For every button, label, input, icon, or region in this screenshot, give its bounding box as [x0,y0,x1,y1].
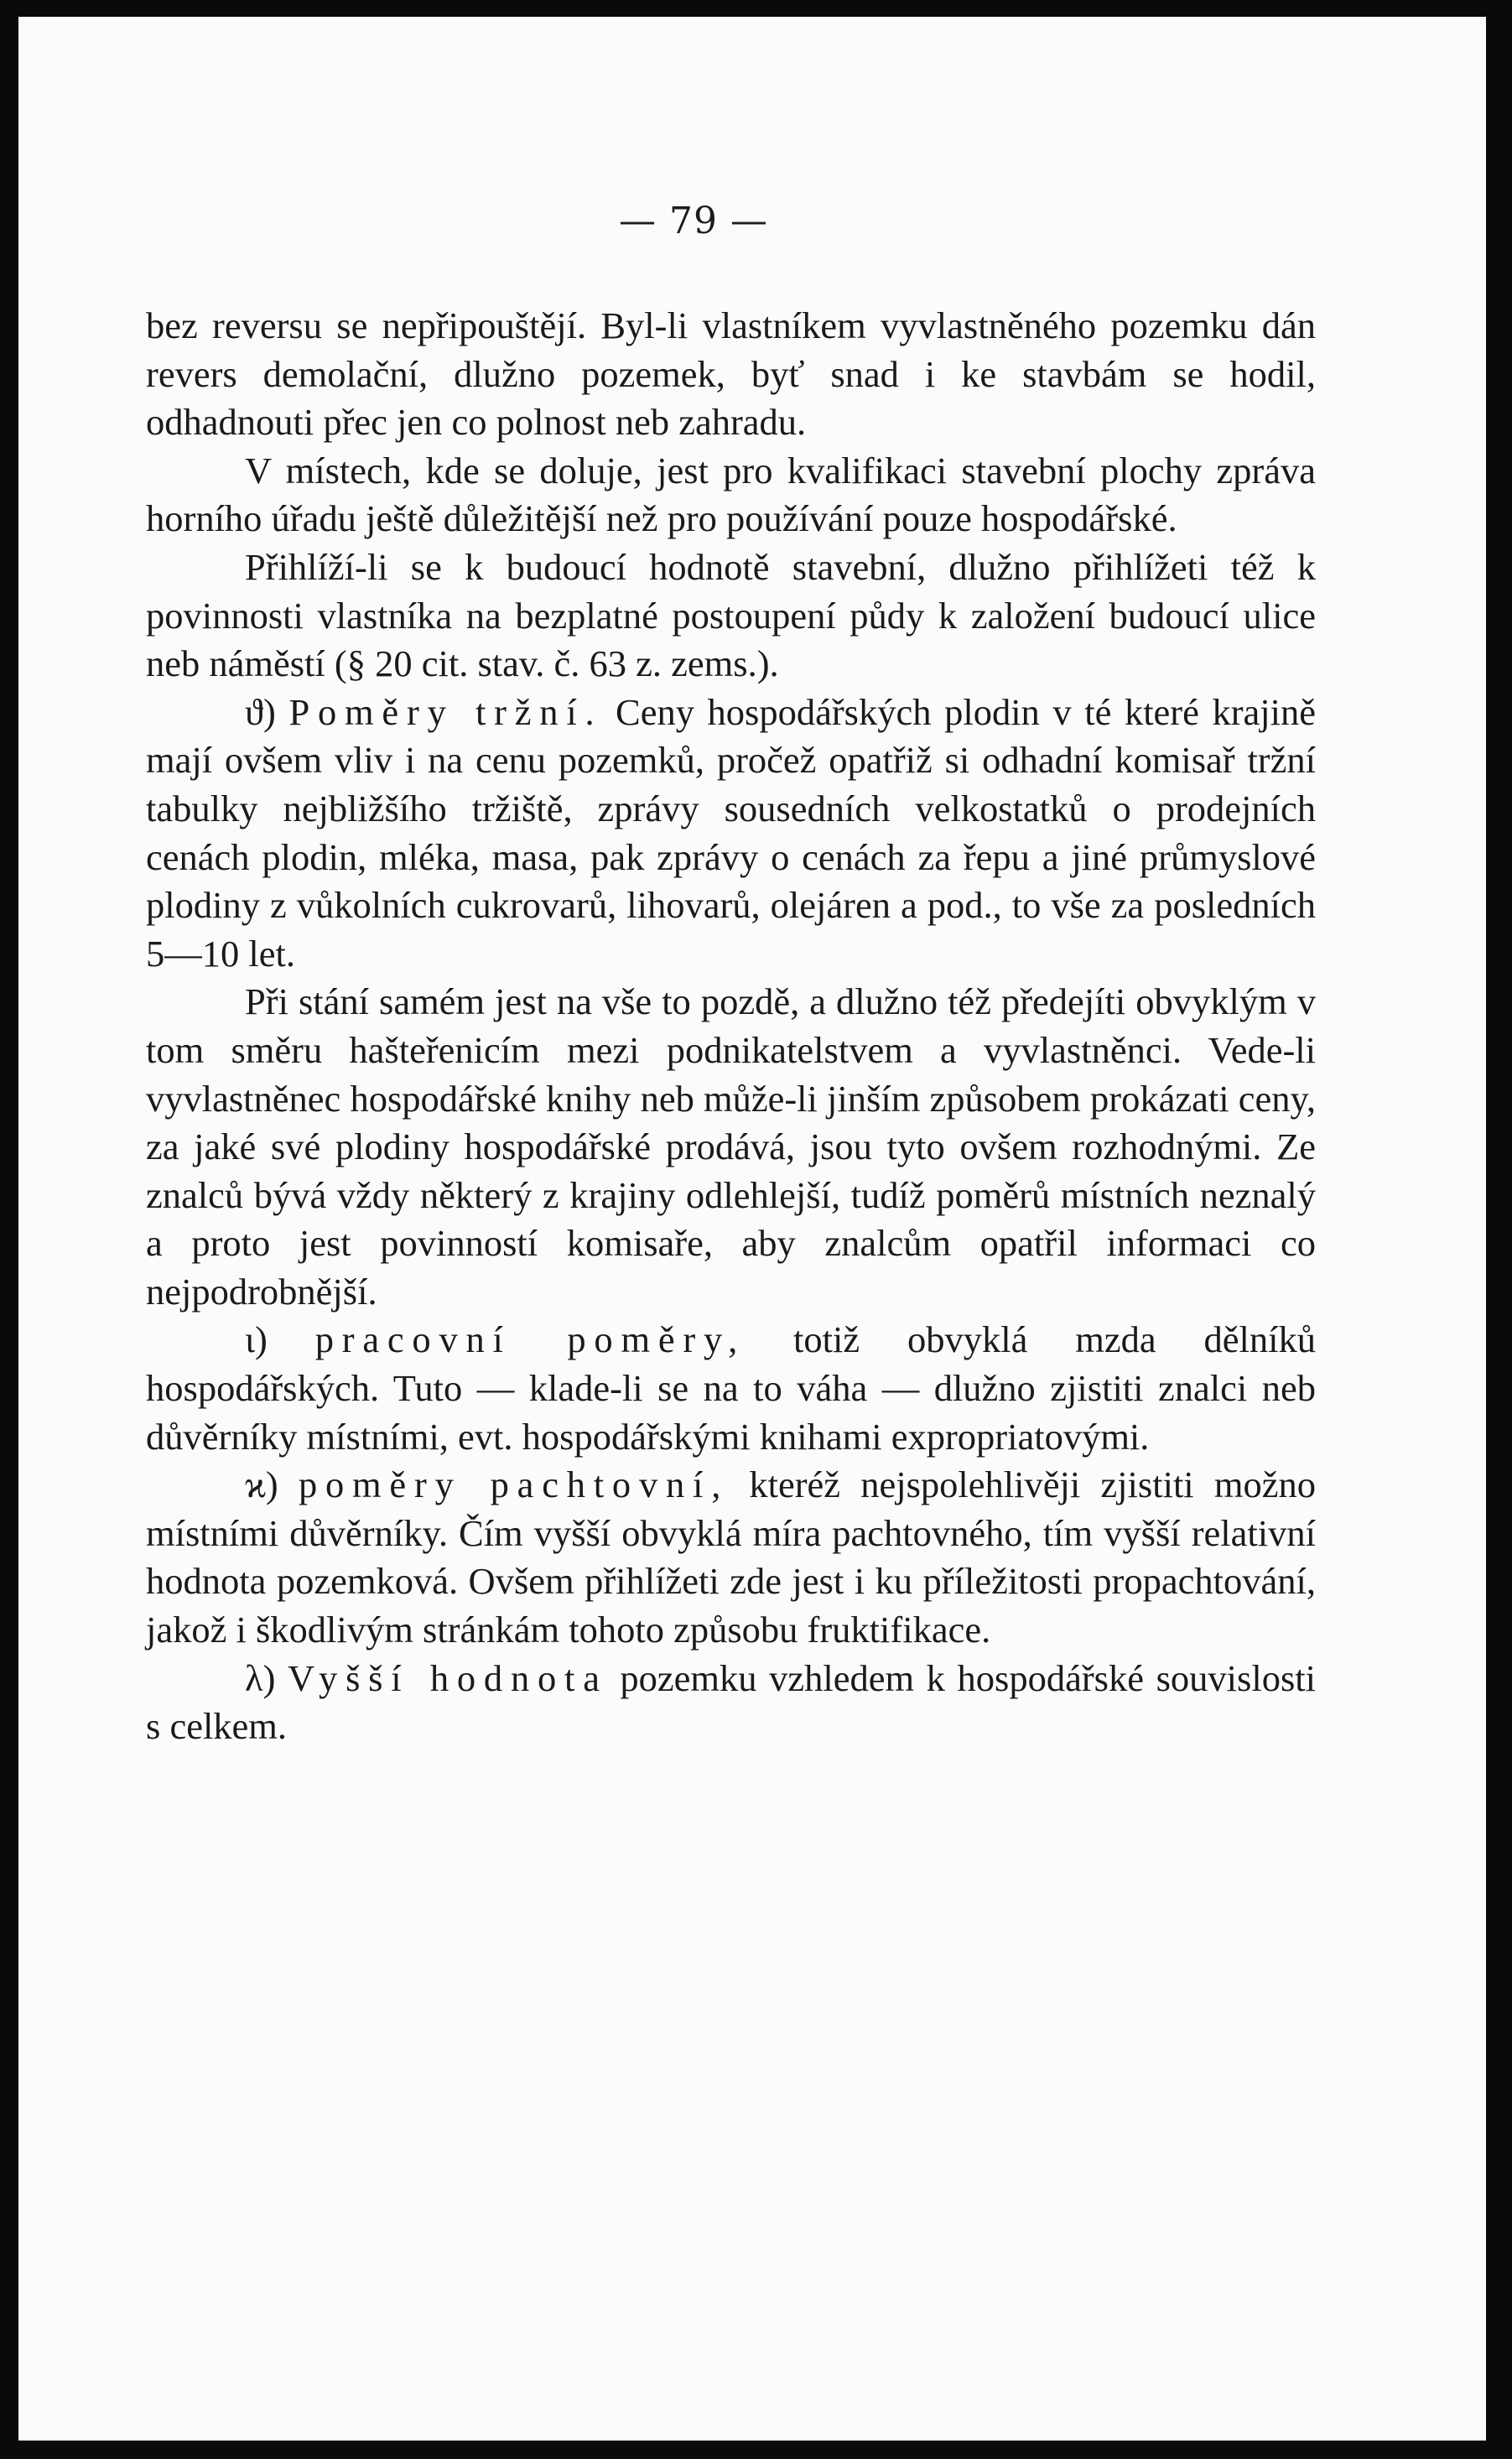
paragraph: bez reversu se nepřipouštějí. Byl-li vlastníkem vyvlastněného pozemku dán revers demolační, dlužno pozemek, byť snad i ke stavbám se hodil, odhadnouti přec jen co polnost neb zahradu. [146,304,1316,444]
section-heading: pracovní poměry, [314,1318,746,1361]
section-heading: Poměry tržní. [288,690,603,733]
section-text: Ceny hospodářských plodin v té které krajině mají ovšem vliv i na cenu pozemků, pročež opatřiž si odhadní komisař tržní tabulky nejbližšího tržiště, zprávy sousedních velkostatků o prodejních cenách plodin, mléka, masa, pak zprávy o cenách za řepu a jiné průmyslové plodiny z vůkolních cukrovarů, lihovarů, olejáren a pod., to vše za posledních 5—10 let. [146,690,1317,975]
section-marker: ϑ) [245,690,276,733]
section-theta [146,689,1316,979]
page-number: — 79 — [619,200,768,242]
section-marker: ϰ) [245,1463,278,1506]
section-text: totiž obvyklá mzda dělníků hospodářských. Tuto — klade-li se na to váha — dlužno zjistiti znalci neb důvěrníky místními, evt. hospodářskými knihami expropriatovými. [146,1318,1317,1458]
body-text [146,302,1316,1751]
document-page [18,17,1486,2441]
paragraph: Přihlíží-li se k budoucí hodnotě stavební, dlužno přihlížeti též k povinnosti vlastníka na bezplatné postoupení půdy k založení budoucí ulice neb náměstí (§ 20 cit. stav. č. 63 z. zems.). [146,545,1316,685]
section-kappa [146,1461,1316,1654]
paragraph: Při stání samém jest na vše to pozdě, a dlužno též předejíti obvyklým v tom směru hašteřenicím mezi podnikatelstvem a vyvlastněnci. Vede-li vyvlastněnec hospodářské knihy neb může-li jinším způsobem prokázati ceny, za jaké své plodiny hospodářské prodává, jsou tyto ovšem rozhodnými. Ze znalců bývá vždy některý z krajiny odlehlejší, tudíž poměrů místních neznalý a proto jest povinností komisaře, aby znalcům opatřil informaci co nejpodrobnější. [146,980,1316,1313]
section-text: kteréž nejspolehlivěji zjistiti možno místními důvěrníky. Čím vyšší obvyklá míra pachtovného, tím vyšší relativní hodnota pozemková. Ovšem přihlížeti zde jest i ku příležitosti propachtování, jakož i škodlivým stránkám tohoto způsobu fruktifikace. [146,1463,1316,1651]
section-marker: ι) [245,1318,268,1361]
section-heading: Vyšší hodnota [288,1656,608,1699]
section-text: pozemku vzhledem k hospodářské souvislosti s celkem. [146,1656,1317,1748]
section-heading: poměry pachtovní, [298,1463,730,1506]
section-iota [146,1316,1316,1461]
paragraph: V místech, kde se doluje, jest pro kvalifikaci stavební plochy zpráva horního úřadu ještě důležitější než pro používání pouze hospodářské. [146,449,1316,540]
section-marker: λ) [245,1656,276,1699]
section-lambda [146,1655,1316,1751]
